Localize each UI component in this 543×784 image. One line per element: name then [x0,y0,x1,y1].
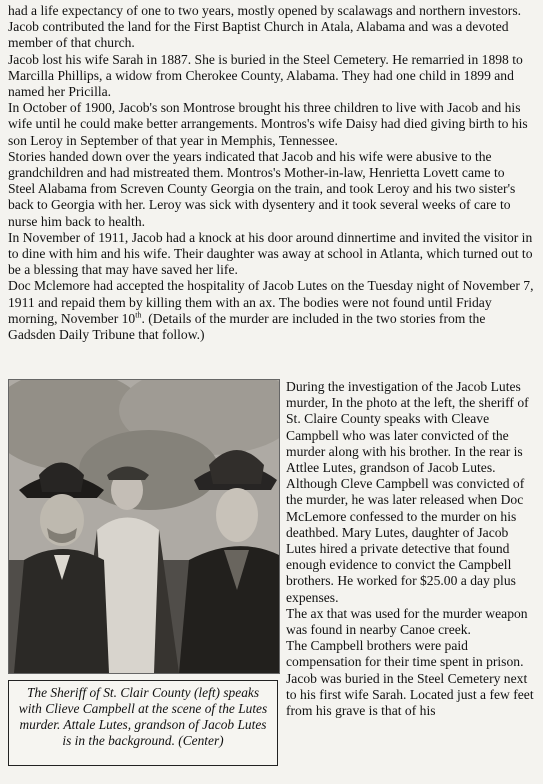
side-paragraph-ax: The ax that was used for the murder weapon was found in nearby Canoe creek. [286,605,528,638]
ordinal-suffix: th [135,310,142,320]
paragraph-visitor: In November of 1911, Jacob had a knock at his door around dinnertime and invited the visitor in to dine with him and his wife. Their daughter was away at school in Atlanta, which turned out to be a blessing that may have saved her life. [8,229,533,278]
document-body [8,3,535,343]
paragraph-montrose: In October of 1900, Jacob's son Montrose brought his three children to live with Jacob and his wife until he could make better arrangements. Montros's wife Daisy had died giving birth to his son Leroy in September of that year in Memphis, Tennessee. [8,100,528,148]
side-paragraph-burial: Jacob was buried in the Steel Cemetery next to his first wife Sarah. Located just a few feet from his grave is that of his [286,670,534,719]
paragraph-expectancy: had a life expectancy of one to two years, mostly opened by scalawags and northern investors. [8,3,522,18]
paragraph-church: Jacob contributed the land for the First Baptist Church in Atala, Alabama and was a devoted member of that church. [8,19,509,51]
murder-text-b: . (Details of the murder are included in the two stories from the Gadsden Daily Tribune that follow.) [8,310,486,343]
paragraph-stories: Stories handed down over the years indicated that Jacob and his wife were abusive to the grandchildren and had mistreated them. Montros's Mother-in-law, Henrietta Lovett came to Steel Alabama from Screven County Georgia on the train, and took Leroy and his two sister's back to Georgia with her. Leroy was sick with dysentery and it took several weeks of care to nurse him back to health. [8,148,516,229]
photo-caption: The Sheriff of St. Clair County (left) speaks with Clieve Campbell at the scene of the Lutes murder. Attale Lutes, grandson of Jacob Lutes is in the background. (Center) [8,680,278,766]
paragraph-wife-sarah: Jacob lost his wife Sarah in 1887. She is buried in the Steel Cemetery. He remarried in 1898 to Marcilla Phillips, a widow from Cherokee County, Alabama. They had one child in 1899 and named her Pricilla. [8,51,523,100]
historical-photo [8,379,280,674]
side-paragraph-compensation: The Campbell brothers were paid compensation for their time spent in prison. [286,638,524,670]
side-column [286,379,536,719]
murder-text-a: Doc Mclemore had accepted the hospitality of Jacob Lutes on the Tuesday night of November 7, 1911 and repaid them by killing them with an ax. The bodies were not found until Friday morning, November 10 [8,278,534,326]
paragraph-murder [8,278,535,343]
side-paragraph-investigation: During the investigation of the Jacob Lutes murder, In the photo at the left, the sheriff of St. Claire County speaks with Cleave Campbell who was later convicted of the murder along with his brother. In the rear is Attlee Lutes, grandson of Jacob Lutes. Although Cleve Campbell was convicted of the murder, he was later released when Doc McLemore confessed to the murder on his deathbed. Mary Lutes, daughter of Jacob Lutes hired a private detective that found enough evidence to convict the Campbell brothers. He worked for $25.00 a day plus expenses. [286,379,529,605]
photo-illustration [9,380,279,673]
photo-block [8,379,278,766]
